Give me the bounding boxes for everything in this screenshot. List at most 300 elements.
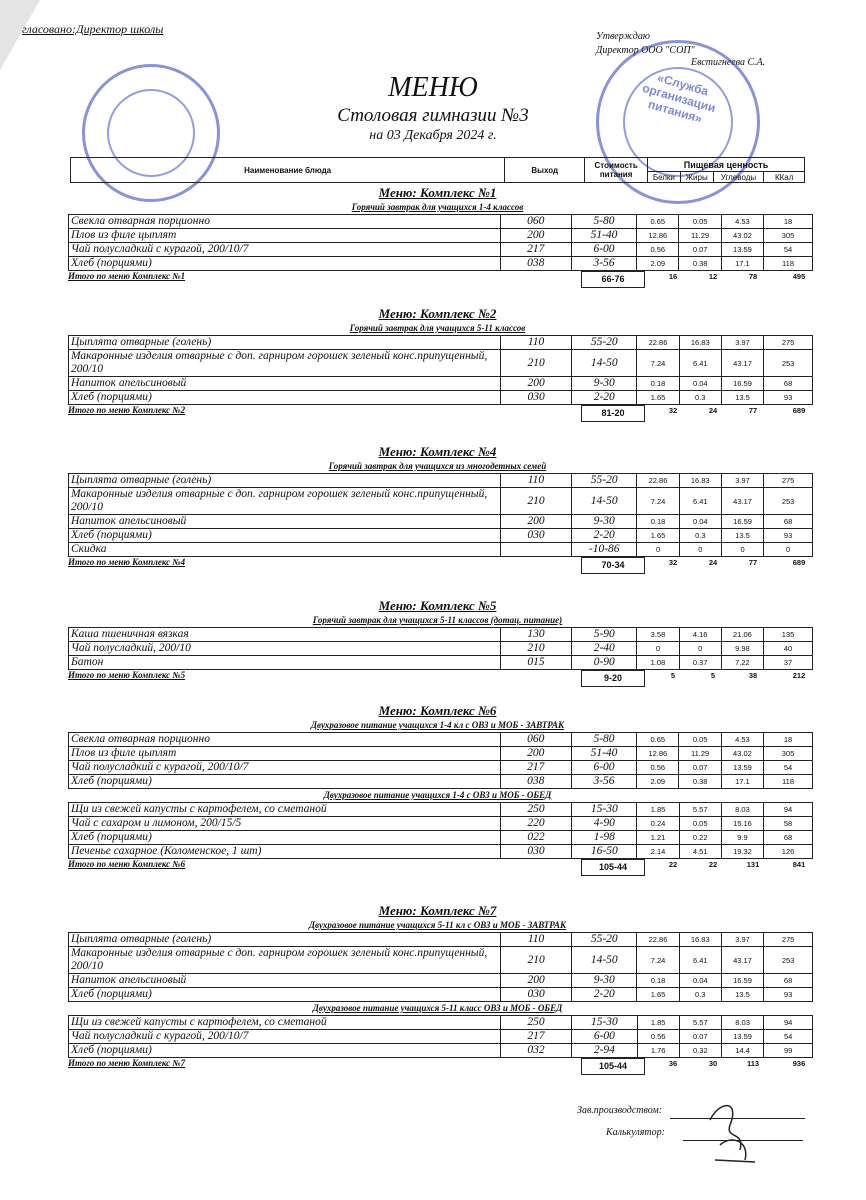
meal-group-title: Двухразовое питание учащихся 5-11 класс ОВЗ и МОБ - ОБЕД bbox=[312, 1003, 563, 1013]
complex-total bbox=[60, 1058, 815, 1073]
total-label: Итого по меню Комплекс №6 bbox=[68, 859, 186, 869]
dish-table bbox=[68, 473, 813, 557]
approved-name: Евстигнеева С.А. bbox=[691, 57, 766, 68]
dish-yield: 130 bbox=[500, 628, 571, 642]
dish-yield: 200 bbox=[500, 515, 571, 529]
total-price: 105-44 bbox=[581, 1058, 645, 1075]
dish-fat: 6.41 bbox=[679, 947, 721, 974]
dish-row bbox=[69, 933, 813, 947]
dish-row bbox=[69, 817, 813, 831]
dish-kcal: 305 bbox=[764, 747, 813, 761]
dish-carbs: 13.5 bbox=[721, 529, 763, 543]
dish-carbs: 16.59 bbox=[721, 515, 763, 529]
dish-fat: 0.22 bbox=[679, 831, 721, 845]
dish-protein: 1.76 bbox=[637, 1044, 679, 1058]
dish-row bbox=[69, 642, 813, 656]
dish-price: 15-30 bbox=[572, 803, 637, 817]
dish-protein: 2.09 bbox=[637, 775, 679, 789]
meal-group-title: Двухразовое питание учащихся 5-11 кл с ОВЗ и МОБ - ЗАВТРАК bbox=[308, 920, 567, 930]
total-carbs: 38 bbox=[748, 671, 758, 680]
dish-protein: 0.24 bbox=[637, 817, 679, 831]
dish-kcal: 94 bbox=[764, 803, 813, 817]
col-nutrition: Пищевая ценность bbox=[647, 158, 804, 172]
dish-price: 0-90 bbox=[572, 656, 637, 670]
dish-price: 2-20 bbox=[572, 529, 637, 543]
dish-fat: 0.07 bbox=[679, 761, 721, 775]
complex-section bbox=[60, 305, 815, 420]
total-fat: 12 bbox=[708, 272, 718, 281]
total-label: Итого по меню Комплекс №5 bbox=[68, 670, 186, 680]
dish-name: Напиток апельсиновый bbox=[69, 974, 501, 988]
total-label: Итого по меню Комплекс №2 bbox=[68, 405, 186, 415]
dish-carbs: 3.97 bbox=[721, 933, 763, 947]
total-price: 81-20 bbox=[581, 405, 645, 422]
complex-section bbox=[60, 443, 815, 572]
dish-price: 55-20 bbox=[572, 933, 637, 947]
dish-kcal: 68 bbox=[764, 515, 813, 529]
dish-carbs: 17.1 bbox=[721, 257, 763, 271]
dish-protein: 0.18 bbox=[637, 974, 679, 988]
dish-kcal: 93 bbox=[764, 529, 813, 543]
dish-yield: 250 bbox=[500, 803, 571, 817]
dish-name: Хлеб (порциями) bbox=[69, 391, 501, 405]
dish-carbs: 13.59 bbox=[721, 761, 763, 775]
dish-yield: 210 bbox=[501, 350, 572, 377]
dish-table bbox=[68, 1015, 813, 1058]
complex-title: Меню: Комплекс №1 bbox=[378, 185, 497, 200]
col-protein: Белки bbox=[647, 172, 680, 183]
total-price: 105-44 bbox=[581, 859, 645, 876]
dish-price: 9-30 bbox=[572, 974, 637, 988]
dish-name: Хлеб (порциями) bbox=[69, 1044, 501, 1058]
complex-title: Меню: Комплекс №4 bbox=[378, 444, 497, 459]
meal-group-title: Горячий завтрак для учащихся 5-11 классов (дотац. питание) bbox=[312, 615, 563, 625]
dish-carbs: 15.16 bbox=[721, 817, 763, 831]
dish-fat: 0 bbox=[679, 543, 721, 557]
dish-name: Батон bbox=[69, 656, 501, 670]
dish-yield: 110 bbox=[501, 933, 572, 947]
dish-row bbox=[69, 947, 813, 974]
total-protein: 36 bbox=[668, 1059, 678, 1068]
dish-price: 14-50 bbox=[572, 488, 637, 515]
dish-yield: 030 bbox=[500, 845, 571, 859]
dish-price: 51-40 bbox=[571, 229, 636, 243]
dish-carbs: 7.22 bbox=[721, 656, 763, 670]
dish-price: 9-30 bbox=[572, 377, 637, 391]
col-yield: Выход bbox=[505, 158, 585, 183]
dish-fat: 0.3 bbox=[679, 529, 721, 543]
dish-carbs: 0 bbox=[721, 543, 763, 557]
dish-protein: 1.65 bbox=[637, 529, 679, 543]
dish-row bbox=[69, 1016, 813, 1030]
dish-price: 51-40 bbox=[571, 747, 636, 761]
dish-kcal: 253 bbox=[764, 350, 813, 377]
total-kcal: 689 bbox=[792, 406, 806, 415]
dish-protein: 0.56 bbox=[637, 761, 679, 775]
col-kcal: ККал bbox=[764, 172, 805, 183]
dish-fat: 0.07 bbox=[679, 243, 721, 257]
dish-name: Плов из филе цыплят bbox=[69, 747, 501, 761]
total-kcal: 841 bbox=[792, 860, 806, 869]
dish-protein: 12.86 bbox=[637, 229, 679, 243]
dish-fat: 0.38 bbox=[679, 257, 721, 271]
dish-row bbox=[69, 529, 813, 543]
total-fat: 30 bbox=[708, 1059, 718, 1068]
complex-title: Меню: Комплекс №2 bbox=[378, 306, 497, 321]
dish-name: Свекла отварная порционно bbox=[69, 733, 501, 747]
dish-row bbox=[69, 336, 813, 350]
dish-protein: 2.14 bbox=[637, 845, 679, 859]
dish-row bbox=[69, 257, 813, 271]
total-fat: 24 bbox=[708, 406, 718, 415]
total-carbs: 131 bbox=[746, 860, 760, 869]
dish-protein: 0.56 bbox=[637, 243, 679, 257]
dish-carbs: 14.4 bbox=[721, 1044, 763, 1058]
dish-yield: 250 bbox=[500, 1016, 571, 1030]
total-kcal: 936 bbox=[792, 1059, 806, 1068]
dish-name: Щи из свежей капусты с картофелем, со сметаной bbox=[69, 803, 501, 817]
dish-fat: 0.04 bbox=[679, 515, 721, 529]
dish-name: Чай полусладкий с курагой, 200/10/7 bbox=[69, 1030, 501, 1044]
dish-kcal: 118 bbox=[764, 257, 813, 271]
dish-price: 2-94 bbox=[572, 1044, 637, 1058]
dish-table bbox=[68, 732, 813, 789]
dish-carbs: 43.17 bbox=[721, 488, 763, 515]
dish-name: Плов из филе цыплят bbox=[69, 229, 501, 243]
dish-yield: 210 bbox=[500, 642, 571, 656]
complex-total bbox=[60, 859, 815, 874]
dish-carbs: 9.9 bbox=[721, 831, 763, 845]
approved-position: Директор ООО "СОП" bbox=[596, 45, 695, 56]
dish-kcal: 253 bbox=[764, 488, 813, 515]
dish-name: Макаронные изделия отварные с доп. гарниром горошек зеленый конс.припущенный, 200/10 bbox=[69, 350, 501, 377]
dish-yield: 022 bbox=[500, 831, 571, 845]
dish-row bbox=[69, 656, 813, 670]
total-label: Итого по меню Комплекс №7 bbox=[68, 1058, 186, 1068]
dish-yield: 030 bbox=[501, 988, 572, 1002]
dish-row bbox=[69, 515, 813, 529]
dish-price: 15-30 bbox=[572, 1016, 637, 1030]
dish-kcal: 94 bbox=[764, 1016, 813, 1030]
dish-row bbox=[69, 803, 813, 817]
dish-yield: 220 bbox=[500, 817, 571, 831]
total-price: 66-76 bbox=[581, 271, 645, 288]
total-carbs: 113 bbox=[746, 1059, 760, 1068]
dish-row bbox=[69, 628, 813, 642]
total-kcal: 212 bbox=[792, 671, 806, 680]
dish-table bbox=[68, 802, 813, 859]
col-name: Наименование блюда bbox=[71, 158, 505, 183]
dish-kcal: 275 bbox=[764, 336, 813, 350]
dish-yield: 200 bbox=[501, 974, 572, 988]
dish-kcal: 126 bbox=[764, 845, 813, 859]
dish-yield: 217 bbox=[500, 243, 571, 257]
dish-carbs: 4.53 bbox=[721, 215, 763, 229]
dish-price: 3-56 bbox=[571, 775, 636, 789]
dish-carbs: 17.1 bbox=[721, 775, 763, 789]
dish-yield: 038 bbox=[500, 257, 571, 271]
dish-yield: 110 bbox=[500, 474, 571, 488]
total-protein: 16 bbox=[668, 272, 678, 281]
dish-carbs: 19.32 bbox=[721, 845, 763, 859]
dish-fat: 0.05 bbox=[679, 817, 721, 831]
dish-table bbox=[68, 932, 813, 1002]
dish-carbs: 43.17 bbox=[721, 350, 763, 377]
meal-group-title: Горячий завтрак для учащихся из многодетных семей bbox=[328, 461, 547, 471]
dish-kcal: 135 bbox=[764, 628, 813, 642]
dish-yield: 030 bbox=[501, 391, 572, 405]
dish-protein: 7.24 bbox=[637, 947, 679, 974]
dish-row bbox=[69, 215, 813, 229]
dish-price: 16-50 bbox=[572, 845, 637, 859]
dish-protein: 0.18 bbox=[637, 515, 679, 529]
dish-carbs: 43.02 bbox=[721, 747, 763, 761]
dish-price: 2-40 bbox=[572, 642, 637, 656]
dish-carbs: 3.97 bbox=[721, 474, 763, 488]
dish-kcal: 68 bbox=[764, 377, 813, 391]
dish-kcal: 18 bbox=[764, 733, 813, 747]
meal-group-title: Горячий завтрак для учащихся 1-4 классов bbox=[351, 202, 524, 212]
dish-price: 6-00 bbox=[572, 1030, 637, 1044]
total-fat: 5 bbox=[710, 671, 716, 680]
dish-kcal: 93 bbox=[764, 391, 813, 405]
dish-row bbox=[69, 377, 813, 391]
dish-protein: 0.65 bbox=[637, 215, 679, 229]
dish-row bbox=[69, 747, 813, 761]
dish-protein: 12.86 bbox=[637, 747, 679, 761]
dish-yield: 200 bbox=[500, 229, 571, 243]
production-label: Зав.производством: bbox=[577, 1105, 663, 1116]
dish-yield: 060 bbox=[500, 215, 571, 229]
dish-fat: 0.32 bbox=[679, 1044, 721, 1058]
dish-protein: 0.56 bbox=[637, 1030, 679, 1044]
dish-name: Цыплята отварные (голень) bbox=[69, 336, 501, 350]
dish-kcal: 54 bbox=[764, 761, 813, 775]
dish-protein: 0 bbox=[637, 642, 679, 656]
total-price: 70-34 bbox=[581, 557, 645, 574]
dish-price: 4-90 bbox=[572, 817, 637, 831]
dish-name: Хлеб (порциями) bbox=[69, 257, 501, 271]
dish-kcal: 275 bbox=[764, 474, 813, 488]
dish-fat: 6.41 bbox=[679, 488, 721, 515]
dish-fat: 6.41 bbox=[679, 350, 721, 377]
dish-kcal: 68 bbox=[764, 974, 813, 988]
dish-carbs: 43.17 bbox=[721, 947, 763, 974]
dish-carbs: 16.59 bbox=[721, 974, 763, 988]
dish-fat: 0.04 bbox=[679, 974, 721, 988]
total-carbs: 77 bbox=[748, 558, 758, 567]
dish-yield: 060 bbox=[500, 733, 571, 747]
dish-row bbox=[69, 229, 813, 243]
dish-kcal: 118 bbox=[764, 775, 813, 789]
dish-kcal: 0 bbox=[764, 543, 813, 557]
menu-date: на 03 Декабря 2024 г. bbox=[369, 128, 497, 143]
dish-fat: 0.05 bbox=[679, 733, 721, 747]
dish-protein: 7.24 bbox=[637, 350, 679, 377]
dish-carbs: 4.53 bbox=[721, 733, 763, 747]
dish-protein: 22.86 bbox=[637, 474, 679, 488]
dish-protein: 2.09 bbox=[637, 257, 679, 271]
dish-fat: 0.3 bbox=[679, 391, 721, 405]
total-kcal: 495 bbox=[792, 272, 806, 281]
dish-protein: 0 bbox=[637, 543, 679, 557]
total-label: Итого по меню Комплекс №1 bbox=[68, 271, 186, 281]
dish-protein: 1.08 bbox=[637, 656, 679, 670]
dish-fat: 5.57 bbox=[679, 803, 721, 817]
dish-kcal: 18 bbox=[764, 215, 813, 229]
dish-price: 14-50 bbox=[572, 350, 637, 377]
dish-carbs: 21.06 bbox=[721, 628, 763, 642]
dish-carbs: 13.5 bbox=[721, 988, 763, 1002]
complex-total bbox=[60, 557, 815, 572]
dish-row bbox=[69, 1044, 813, 1058]
dish-kcal: 40 bbox=[764, 642, 813, 656]
dish-protein: 1.21 bbox=[637, 831, 679, 845]
dish-kcal: 37 bbox=[764, 656, 813, 670]
dish-row bbox=[69, 1030, 813, 1044]
dish-row bbox=[69, 775, 813, 789]
dish-carbs: 16.59 bbox=[721, 377, 763, 391]
dish-name: Щи из свежей капусты с картофелем, со сметаной bbox=[69, 1016, 501, 1030]
dish-yield bbox=[500, 543, 571, 557]
complex-total bbox=[60, 271, 815, 286]
dish-name: Макаронные изделия отварные с доп. гарниром горошек зеленый конс.припущенный, 200/10 bbox=[69, 947, 501, 974]
dish-price: 55-20 bbox=[572, 474, 637, 488]
dish-row bbox=[69, 831, 813, 845]
dish-fat: 0.37 bbox=[679, 656, 721, 670]
dish-price: 3-56 bbox=[571, 257, 636, 271]
dish-name: Хлеб (порциями) bbox=[69, 529, 501, 543]
dish-fat: 11.29 bbox=[679, 747, 721, 761]
dish-fat: 5.57 bbox=[679, 1016, 721, 1030]
total-protein: 32 bbox=[668, 406, 678, 415]
dish-price: 1-98 bbox=[572, 831, 637, 845]
dish-kcal: 54 bbox=[764, 1030, 813, 1044]
dish-row bbox=[69, 543, 813, 557]
total-carbs: 77 bbox=[748, 406, 758, 415]
dish-yield: 030 bbox=[500, 529, 571, 543]
signature-mark bbox=[700, 1090, 770, 1170]
page-title: МЕНЮ bbox=[388, 72, 478, 103]
dish-price: 2-20 bbox=[572, 988, 637, 1002]
dish-protein: 3.58 bbox=[637, 628, 679, 642]
dish-yield: 032 bbox=[500, 1044, 571, 1058]
dish-protein: 22.86 bbox=[637, 933, 679, 947]
stamp-text: «Служба организации питания» bbox=[640, 70, 718, 126]
dish-row bbox=[69, 974, 813, 988]
dish-carbs: 8.03 bbox=[721, 1016, 763, 1030]
complex-title: Меню: Комплекс №6 bbox=[378, 703, 497, 718]
dish-carbs: 43.02 bbox=[721, 229, 763, 243]
dish-name: Печенье сахарное (Коломенское, 1 шт) bbox=[69, 845, 501, 859]
dish-yield: 217 bbox=[500, 1030, 571, 1044]
dish-kcal: 99 bbox=[764, 1044, 813, 1058]
dish-table bbox=[68, 335, 813, 405]
dish-protein: 1.65 bbox=[637, 988, 679, 1002]
dish-price: 5-80 bbox=[571, 215, 636, 229]
dish-carbs: 13.59 bbox=[721, 1030, 763, 1044]
dish-yield: 015 bbox=[500, 656, 571, 670]
total-price: 9-20 bbox=[581, 670, 645, 687]
dish-fat: 4.51 bbox=[679, 845, 721, 859]
meal-group-title: Двухразовое питание учащихся 1-4 кл с ОВЗ и МОБ - ЗАВТРАК bbox=[310, 720, 565, 730]
calculator-label: Калькулятор: bbox=[606, 1127, 665, 1138]
dish-fat: 0.3 bbox=[679, 988, 721, 1002]
meal-group-title: Двухразовое питание учащихся 1-4 с ОВЗ и МОБ - ОБЕД bbox=[323, 790, 552, 800]
dish-name: Скидка bbox=[69, 543, 501, 557]
dish-row bbox=[69, 845, 813, 859]
dish-fat: 0.05 bbox=[679, 215, 721, 229]
complex-title: Меню: Комплекс №5 bbox=[378, 598, 497, 613]
dish-carbs: 9.98 bbox=[721, 642, 763, 656]
dish-protein: 0.18 bbox=[637, 377, 679, 391]
dish-fat: 0.38 bbox=[679, 775, 721, 789]
dish-row bbox=[69, 350, 813, 377]
complex-section bbox=[60, 184, 815, 286]
complex-section bbox=[60, 902, 815, 1073]
dish-protein: 0.65 bbox=[637, 733, 679, 747]
dish-price: 5-80 bbox=[571, 733, 636, 747]
total-protein: 22 bbox=[668, 860, 678, 869]
dish-yield: 110 bbox=[501, 336, 572, 350]
dish-fat: 16.83 bbox=[679, 933, 721, 947]
dish-kcal: 93 bbox=[764, 988, 813, 1002]
meal-group-title: Горячий завтрак для учащихся 5-11 классов bbox=[349, 323, 526, 333]
dish-row bbox=[69, 733, 813, 747]
dish-fat: 0 bbox=[679, 642, 721, 656]
dish-table bbox=[68, 627, 813, 670]
complex-total bbox=[60, 405, 815, 420]
complex-section bbox=[60, 702, 815, 874]
total-protein: 5 bbox=[670, 671, 676, 680]
dish-price: 6-00 bbox=[571, 761, 636, 775]
dish-kcal: 253 bbox=[764, 947, 813, 974]
page-subtitle: Столовая гимназии №3 bbox=[337, 105, 529, 126]
dish-name: Чай полусладкий с курагой, 200/10/7 bbox=[69, 243, 501, 257]
dish-row bbox=[69, 243, 813, 257]
total-kcal: 689 bbox=[792, 558, 806, 567]
dish-price: -10-86 bbox=[572, 543, 637, 557]
dish-row bbox=[69, 988, 813, 1002]
dish-name: Напиток апельсиновый bbox=[69, 377, 501, 391]
dish-protein: 1.65 bbox=[637, 391, 679, 405]
approved-label: Утверждаю bbox=[596, 31, 650, 42]
dish-kcal: 54 bbox=[764, 243, 813, 257]
complex-section bbox=[60, 597, 815, 685]
dish-protein: 1.85 bbox=[637, 803, 679, 817]
agreed-line: гласовано:Директор школы bbox=[22, 22, 164, 36]
dish-name: Цыплята отварные (голень) bbox=[69, 474, 501, 488]
complex-title: Меню: Комплекс №7 bbox=[378, 903, 497, 918]
dish-yield: 200 bbox=[501, 377, 572, 391]
dish-price: 6-00 bbox=[571, 243, 636, 257]
dish-name: Чай полусладкий, 200/10 bbox=[69, 642, 501, 656]
dish-row bbox=[69, 488, 813, 515]
dish-price: 55-20 bbox=[572, 336, 637, 350]
total-fat: 22 bbox=[708, 860, 718, 869]
col-price: Стоимость питания bbox=[585, 158, 648, 183]
dish-carbs: 8.03 bbox=[721, 803, 763, 817]
dish-name: Макаронные изделия отварные с доп. гарниром горошек зеленый конс.припущенный, 200/10 bbox=[69, 488, 501, 515]
dish-protein: 7.24 bbox=[637, 488, 679, 515]
dish-fat: 0.07 bbox=[679, 1030, 721, 1044]
dish-fat: 4.16 bbox=[679, 628, 721, 642]
total-protein: 32 bbox=[668, 558, 678, 567]
dish-fat: 11.29 bbox=[679, 229, 721, 243]
dish-name: Чай полусладкий с курагой, 200/10/7 bbox=[69, 761, 501, 775]
total-carbs: 78 bbox=[748, 272, 758, 281]
dish-row bbox=[69, 391, 813, 405]
